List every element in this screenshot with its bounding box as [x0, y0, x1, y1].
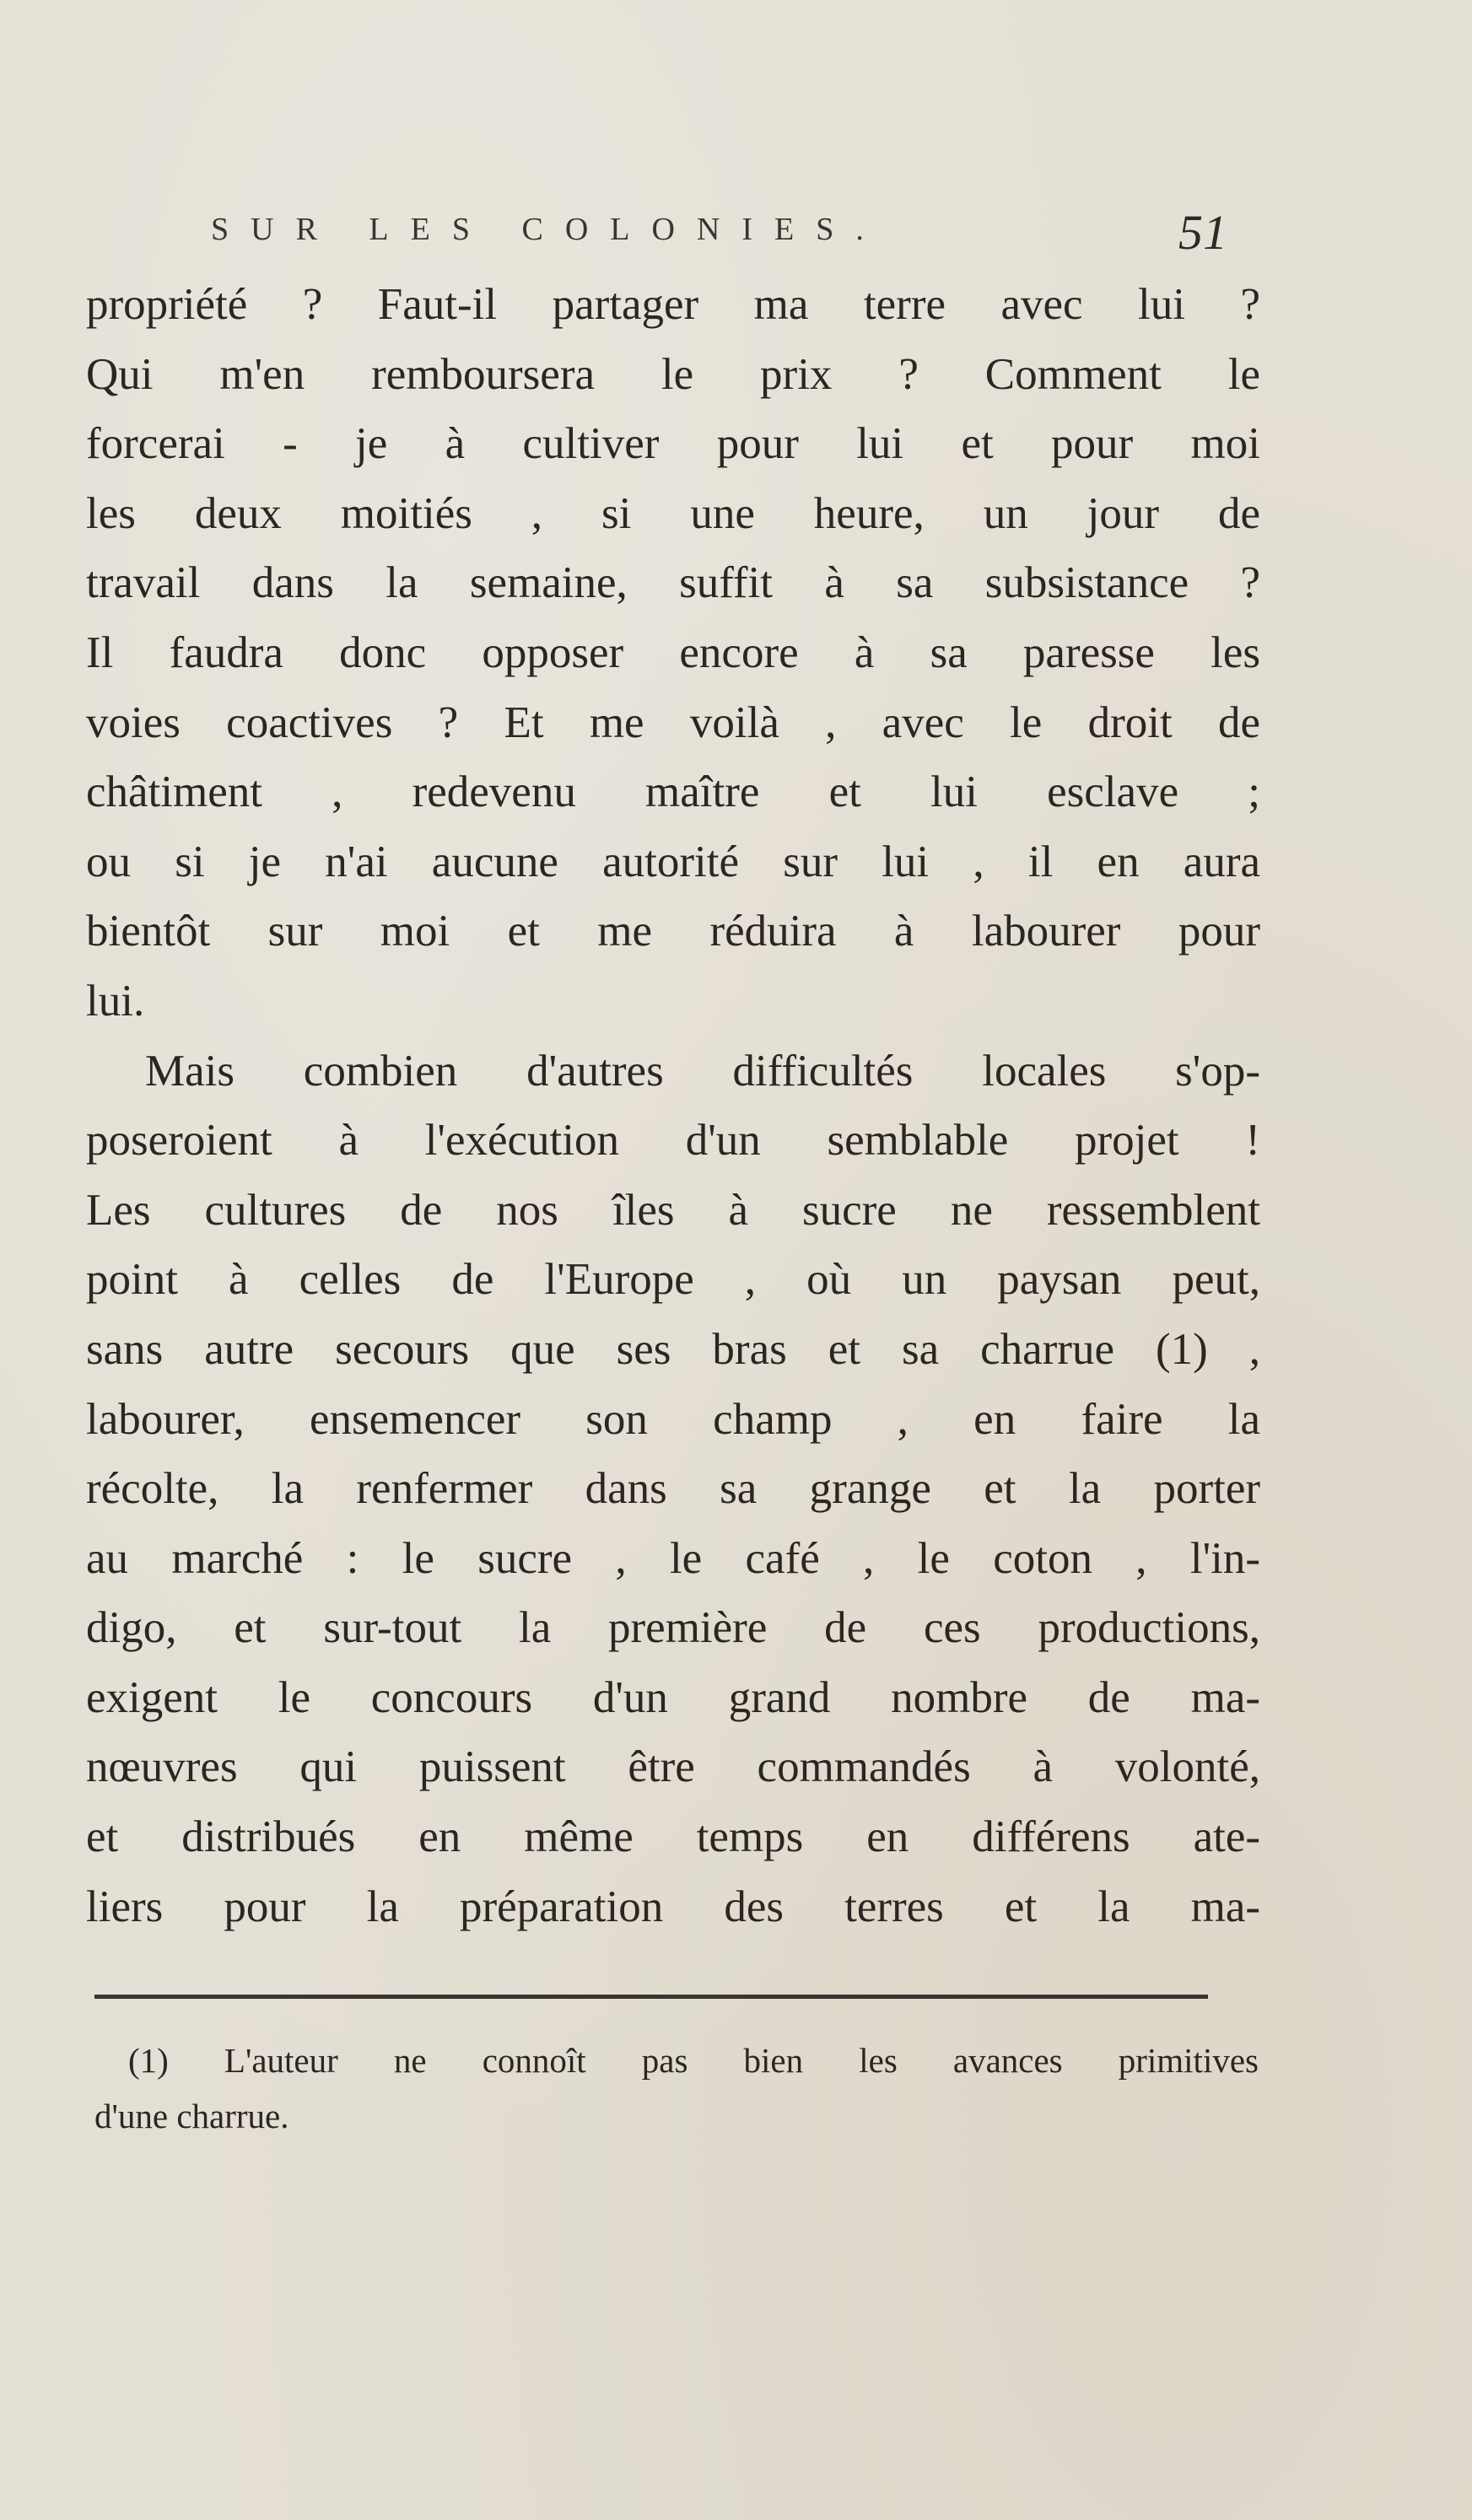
text-line: forcerai - je à cultiver pour lui et pour moi	[86, 419, 1260, 469]
text-line: les deux moitiés , si une heure, un jour de	[86, 488, 1260, 538]
text-line: digo, et sur-tout la première de ces productions,	[86, 1603, 1260, 1653]
footnote-line: (1) L'auteur ne connoît pas bien les avances primitives	[128, 2041, 1259, 2080]
footnote-rule	[94, 1995, 1208, 1999]
text-line: bientôt sur moi et me réduira à labourer pour	[86, 907, 1260, 956]
text-line: ou si je n'ai aucune autorité sur lui , il en aura	[86, 837, 1260, 886]
text-line: poseroient à l'exécution d'un semblable projet !	[86, 1116, 1260, 1166]
paragraph-start-line: Mais combien d'autres difficultés locales s'op-	[145, 1046, 1260, 1096]
page-number: 51	[1178, 205, 1227, 260]
text-line: récolte, la renfermer dans sa grange et la porter	[86, 1464, 1260, 1514]
text-line: Les cultures de nos îles à sucre ne ressemblent	[86, 1185, 1260, 1235]
text-line: au marché : le sucre , le café , le coton , l'in-	[86, 1533, 1260, 1583]
text-line: nœuvres qui puissent être commandés à volonté,	[86, 1742, 1260, 1792]
text-line: et distribués en même temps en différens ate-	[86, 1812, 1260, 1862]
text-line: exigent le concours d'un grand nombre de ma-	[86, 1672, 1260, 1722]
text-line: labourer, ensemencer son champ , en faire la	[86, 1394, 1260, 1444]
text-line: point à celles de l'Europe , où un paysan peut,	[86, 1255, 1260, 1305]
text-line: voies coactives ? Et me voilà , avec le droit de	[86, 697, 1260, 747]
text-line: châtiment , redevenu maître et lui esclave ;	[86, 767, 1260, 817]
text-line: travail dans la semaine, suffit à sa subsistance ?	[86, 558, 1260, 608]
text-line: Il faudra donc opposer encore à sa paresse les	[86, 627, 1260, 677]
text-line: lui.	[86, 976, 145, 1026]
footnote	[94, 2033, 1259, 2144]
text-line: liers pour la préparation des terres et la ma-	[86, 1882, 1260, 1931]
text-line: propriété ? Faut-il partager ma terre avec lui ?	[86, 280, 1260, 329]
running-title: SUR LES COLONIES.	[211, 212, 886, 247]
footnote-line: d'une charrue.	[94, 2097, 289, 2135]
text-line: sans autre secours que ses bras et sa charrue (1) ,	[86, 1324, 1260, 1374]
body-text	[86, 270, 1260, 1941]
text-line: Qui m'en remboursera le prix ? Comment le	[86, 349, 1260, 399]
